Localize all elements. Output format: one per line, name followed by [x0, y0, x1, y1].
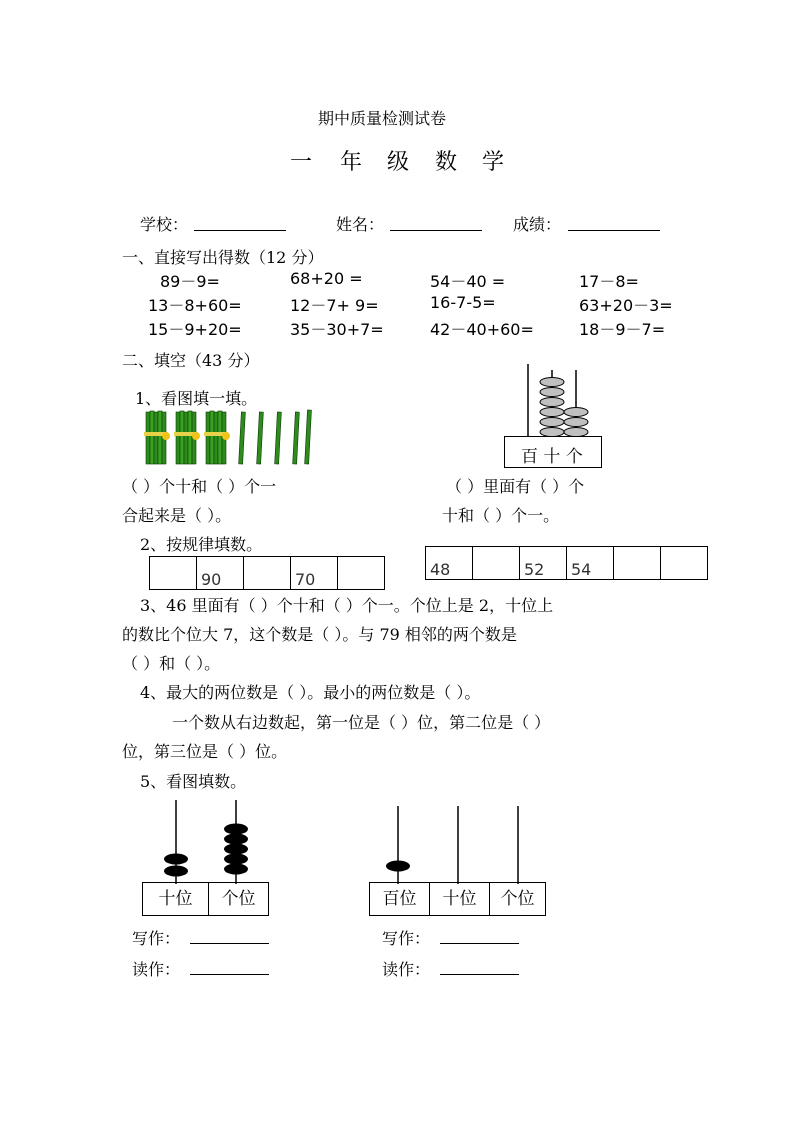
- q1-left-line2: 合起来是（ ）。: [122, 506, 232, 525]
- sequence-cell[interactable]: [473, 547, 520, 580]
- sequence-cell[interactable]: [614, 547, 661, 580]
- title-char: 一: [290, 150, 313, 175]
- q1-right-line2: 十和（ ）个一。: [442, 506, 560, 525]
- sequence-cell: 48: [426, 547, 473, 580]
- sequence-cell[interactable]: [150, 557, 197, 590]
- write-blank-left[interactable]: [190, 943, 269, 944]
- abacus-place-label: 百 十 个: [521, 447, 583, 467]
- stick-bundle-icon: [204, 411, 230, 464]
- q2-label: 2、按规律填数。: [140, 535, 263, 554]
- place-label-ones: 个位: [221, 889, 256, 909]
- abacus-label-box: [504, 436, 602, 468]
- arith-item: 35－30+7=: [290, 320, 384, 339]
- q1-left-line1: （ ）个十和（ ）个一: [122, 477, 277, 496]
- score-label: 成绩：: [513, 215, 562, 234]
- q3-line1: 3、46 里面有（ ）个十和（ ）个一。个位上是 2，十位上: [140, 596, 554, 615]
- single-stick-icon: [275, 412, 282, 464]
- arith-item: 68+20 =: [290, 269, 363, 288]
- arith-item: 54－40 =: [430, 272, 506, 291]
- sequence-right-table: [425, 546, 708, 580]
- single-stick-icon: [239, 412, 246, 464]
- sequence-left-table: [149, 556, 385, 590]
- place-value-abacus-left: [146, 800, 270, 884]
- place-label-box-left: [142, 882, 269, 916]
- stick-bundles-image: [140, 408, 320, 468]
- write-label-right: 写作：: [382, 929, 431, 948]
- sequence-cell: 54: [567, 547, 614, 580]
- arith-item: 15－9+20=: [148, 320, 242, 339]
- school-label: 学校：: [140, 215, 189, 234]
- score-blank[interactable]: [568, 230, 660, 231]
- single-stick-icon: [305, 410, 312, 464]
- name-blank[interactable]: [390, 230, 482, 231]
- q4-line3: 位，第三位是（ ）位。: [122, 742, 288, 761]
- place-label-tens: 十位: [143, 883, 209, 915]
- name-label: 姓名：: [336, 215, 385, 234]
- title-char: 数: [435, 150, 458, 175]
- sequence-cell[interactable]: [338, 557, 385, 590]
- arith-item: 17－8=: [579, 272, 639, 291]
- school-blank[interactable]: [194, 230, 286, 231]
- exam-subtitle: 期中质量检测试卷: [318, 109, 447, 128]
- single-stick-icon: [293, 412, 300, 464]
- arith-item: 12－7+ 9=: [290, 296, 379, 315]
- sequence-cell: 52: [520, 547, 567, 580]
- q5-label: 5、看图填数。: [140, 772, 247, 791]
- sequence-cell[interactable]: [244, 557, 291, 590]
- q1-right-line1: （ ）里面有（ ）个: [446, 477, 585, 496]
- sequence-cell[interactable]: [661, 547, 708, 580]
- arith-item: 13－8+60=: [148, 296, 242, 315]
- arith-item: 89－9=: [160, 272, 220, 291]
- read-label-left: 读作：: [132, 960, 181, 979]
- place-label-box-right: [369, 882, 546, 916]
- place-label-ones: 个位: [500, 889, 535, 909]
- q4-line1: 4、最大的两位数是（ ）。最小的两位数是（ ）。: [140, 683, 481, 702]
- single-stick-icon: [257, 412, 264, 464]
- place-value-abacus-right: [376, 806, 546, 884]
- abacus-bead-icon: [540, 378, 588, 437]
- read-blank-right[interactable]: [440, 974, 519, 975]
- q3-line2: 的数比个位大 7，这个数是（ ）。与 79 相邻的两个数是: [122, 625, 517, 644]
- read-label-right: 读作：: [382, 960, 431, 979]
- title-char: 年: [340, 150, 363, 175]
- q4-line2: 一个数从右边数起，第一位是（ ）位，第二位是（ ）: [172, 713, 551, 732]
- sequence-cell: 70: [291, 557, 338, 590]
- stick-bundle-icon: [174, 411, 200, 464]
- arith-item: 18－9－7=: [579, 320, 666, 339]
- read-blank-left[interactable]: [190, 974, 269, 975]
- section2-heading: 二、填空（43 分）: [122, 351, 260, 370]
- title-char: 学: [482, 150, 505, 175]
- q3-line3: （ ）和（ ）。: [122, 654, 221, 673]
- title-char: 级: [387, 150, 410, 175]
- abacus-image: [500, 364, 604, 438]
- arith-item: 42－40+60=: [430, 320, 534, 339]
- write-label-left: 写作：: [132, 929, 181, 948]
- write-blank-right[interactable]: [440, 943, 519, 944]
- place-label-hundreds: 百位: [370, 883, 430, 915]
- arith-item: 16-7-5=: [430, 293, 496, 312]
- stick-bundle-icon: [144, 411, 170, 464]
- sequence-cell: 90: [197, 557, 244, 590]
- place-label-tens: 十位: [430, 883, 490, 915]
- q1-label: 1、看图填一填。: [135, 389, 258, 408]
- abacus-bead-icon: [386, 861, 410, 872]
- arith-item: 63+20－3=: [579, 296, 673, 315]
- section1-heading: 一、直接写出得数（12 分）: [122, 248, 324, 267]
